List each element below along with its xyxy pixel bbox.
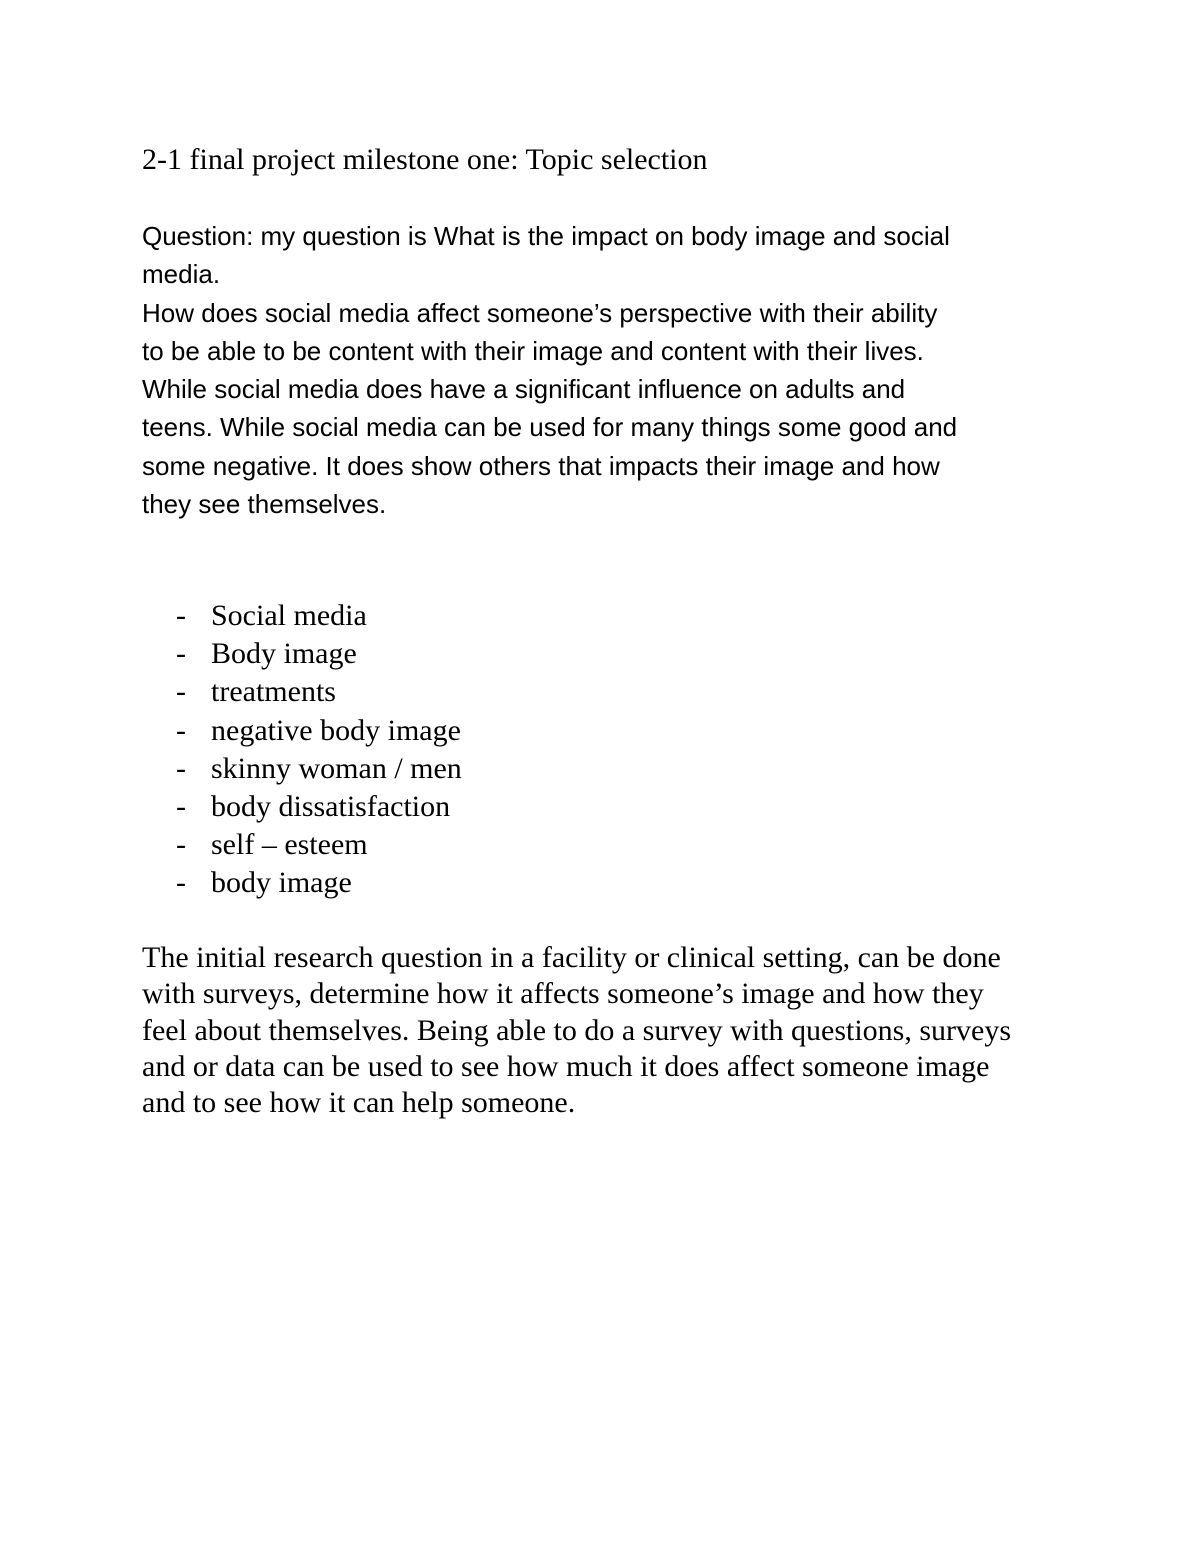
bullet-dash: - bbox=[176, 828, 186, 862]
keyword-text: negative body image bbox=[211, 713, 461, 747]
research-line: and or data can be used to see how much it does affect someone image bbox=[142, 1049, 990, 1083]
keyword-text: skinny woman / men bbox=[211, 751, 462, 785]
keyword-text: body image bbox=[211, 866, 352, 900]
research-line: feel about themselves. Being able to do a survey with questions, surveys bbox=[142, 1013, 1011, 1047]
bullet-dash: - bbox=[176, 751, 186, 785]
question-line: How does social media affect someone’s perspective with their ability bbox=[142, 297, 938, 328]
question-line: While social media does have a significant influence on adults and bbox=[142, 374, 906, 405]
document-title: 2-1 final project milestone one: Topic selection bbox=[142, 143, 708, 176]
question-line: to be able to be content with their image and content with their lives. bbox=[142, 335, 924, 366]
research-line: and to see how it can help someone. bbox=[142, 1086, 576, 1120]
research-line: with surveys, determine how it affects someone’s image and how they bbox=[142, 977, 984, 1011]
question-line: teens. While social media can be used for many things some good and bbox=[142, 412, 958, 443]
keyword-text: Social media bbox=[211, 599, 367, 632]
bullet-dash: - bbox=[176, 789, 186, 823]
bullet-dash: - bbox=[176, 866, 186, 900]
question-line: they see themselves. bbox=[142, 489, 387, 520]
question-line: some negative. It does show others that impacts their image and how bbox=[142, 450, 940, 481]
bullet-dash: - bbox=[176, 599, 186, 632]
research-paragraph bbox=[142, 940, 1082, 1121]
research-line: The initial research question in a facility or clinical setting, can be done bbox=[142, 941, 1001, 974]
bullet-dash: - bbox=[176, 713, 186, 747]
bullet-dash: - bbox=[176, 637, 186, 671]
question-line: Question: my question is What is the impact on body image and social bbox=[142, 221, 950, 251]
bullet-dash: - bbox=[176, 675, 186, 709]
keyword-text: self – esteem bbox=[211, 828, 368, 862]
question-paragraph bbox=[142, 217, 1042, 523]
question-line: media. bbox=[142, 259, 221, 290]
keyword-text: treatments bbox=[211, 675, 336, 709]
keyword-text: body dissatisfaction bbox=[211, 789, 451, 823]
keyword-text: Body image bbox=[211, 637, 357, 671]
